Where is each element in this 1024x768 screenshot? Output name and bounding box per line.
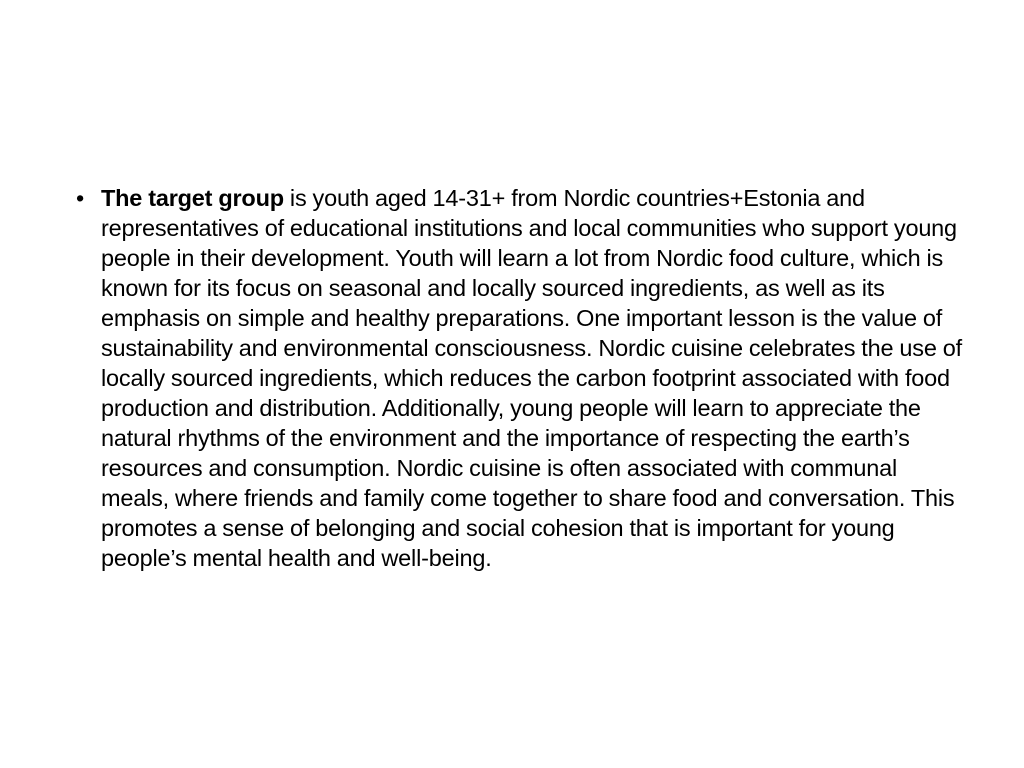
- bullet-text: is youth aged 14-31+ from Nordic countries+Estonia and representatives of educational institutions and local communities who support young people in their development. Youth will learn a lot from Nordic food culture, which is known for its focus on seasonal and locally sourced ingredients, as well as its emphasis on simple and healthy preparations. One important lesson is the value of sustainability and environmental consciousness. Nordic cuisine celebrates the use of locally sourced ingredients, which reduces the carbon footprint associated with food production and distribution. Additionally, young people will learn to appreciate the natural rhythms of the environment and the importance of respecting the earth’s resources and consumption. Nordic cuisine is often associated with communal meals, where friends and family come together to share food and conversation. This promotes a sense of belonging and social cohesion that is important for young people’s mental health and well-being.: [101, 185, 962, 571]
- bullet-bold-lead: The target group: [101, 185, 284, 211]
- slide-body: [70, 183, 962, 573]
- bullet-item: [70, 183, 962, 573]
- bullet-marker: •: [76, 185, 85, 211]
